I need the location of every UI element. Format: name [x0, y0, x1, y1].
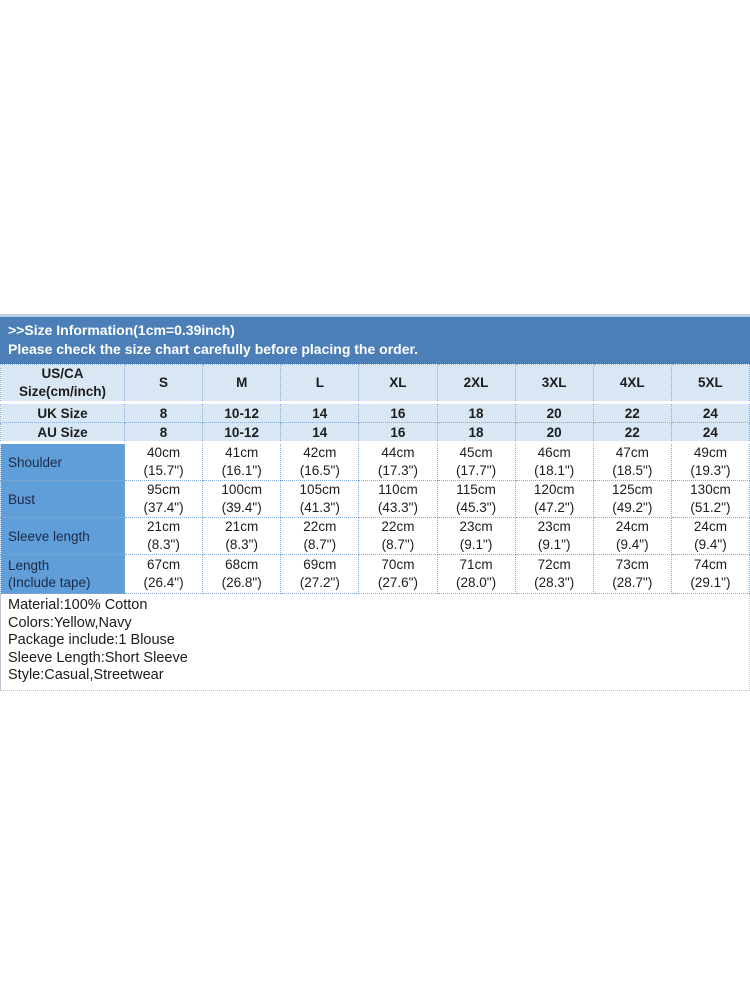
col-header-l: L — [281, 365, 359, 403]
au-size-cell: 10-12 — [203, 423, 281, 443]
row-label-uk-size: UK Size — [1, 403, 125, 423]
bust-cell: 125cm (49.2") — [593, 481, 671, 518]
bust-cell: 100cm (39.4") — [203, 481, 281, 518]
shoulder-cell: 46cm (18.1") — [515, 443, 593, 481]
shoulder-cell: 49cm (19.3") — [671, 443, 749, 481]
bust-cell: 130cm (51.2") — [671, 481, 749, 518]
sleeve-length-cell: 21cm (8.3") — [203, 518, 281, 555]
note-colors: Colors:Yellow,Navy — [8, 614, 132, 631]
shoulder-row — [1, 443, 750, 481]
uk-size-cell: 14 — [281, 403, 359, 423]
uk-size-cell: 24 — [671, 403, 749, 423]
bust-cell: 110cm (43.3") — [359, 481, 437, 518]
shoulder-cell: 41cm (16.1") — [203, 443, 281, 481]
au-size-row — [1, 423, 750, 443]
length-cell: 68cm (26.8") — [203, 555, 281, 594]
uk-size-cell: 20 — [515, 403, 593, 423]
length-cell: 74cm (29.1") — [671, 555, 749, 594]
corner-header: US/CA Size(cm/inch) — [1, 365, 125, 403]
sleeve-length-cell: 24cm (9.4") — [593, 518, 671, 555]
uk-size-cell: 10-12 — [203, 403, 281, 423]
shoulder-cell: 47cm (18.5") — [593, 443, 671, 481]
bust-row — [1, 481, 750, 518]
row-label-shoulder: Shoulder — [1, 443, 125, 481]
shoulder-cell: 42cm (16.5") — [281, 443, 359, 481]
banner-title: >>Size Information(1cm=0.39inch) — [8, 322, 235, 338]
size-chart-table — [0, 364, 750, 594]
row-label-length: Length (Include tape) — [1, 555, 125, 594]
sleeve-length-cell: 23cm (9.1") — [437, 518, 515, 555]
note-sleeve-length: Sleeve Length:Short Sleeve — [8, 649, 188, 666]
bust-cell: 115cm (45.3") — [437, 481, 515, 518]
bust-cell: 105cm (41.3") — [281, 481, 359, 518]
length-cell: 67cm (26.4") — [125, 555, 203, 594]
col-header-m: M — [203, 365, 281, 403]
bust-cell: 120cm (47.2") — [515, 481, 593, 518]
uk-size-cell: 16 — [359, 403, 437, 423]
row-label-sleeve-length: Sleeve length — [1, 518, 125, 555]
row-label-bust: Bust — [1, 481, 125, 518]
col-header-2xl: 2XL — [437, 365, 515, 403]
sleeve-length-cell: 22cm (8.7") — [281, 518, 359, 555]
sleeve-length-row — [1, 518, 750, 555]
length-row — [1, 555, 750, 594]
col-header-xl: XL — [359, 365, 437, 403]
note-package: Package include:1 Blouse — [8, 632, 175, 649]
row-label-au-size: AU Size — [1, 423, 125, 443]
sleeve-length-cell: 21cm (8.3") — [125, 518, 203, 555]
product-notes — [0, 594, 750, 691]
sleeve-length-cell: 23cm (9.1") — [515, 518, 593, 555]
col-header-3xl: 3XL — [515, 365, 593, 403]
col-header-s: S — [125, 365, 203, 403]
length-cell: 73cm (28.7") — [593, 555, 671, 594]
au-size-cell: 18 — [437, 423, 515, 443]
uk-size-row — [1, 403, 750, 423]
shoulder-cell: 45cm (17.7") — [437, 443, 515, 481]
uk-size-cell: 22 — [593, 403, 671, 423]
banner-subtitle: Please check the size chart carefully before placing the order. — [8, 341, 419, 357]
length-cell: 72cm (28.3") — [515, 555, 593, 594]
length-cell: 71cm (28.0") — [437, 555, 515, 594]
au-size-cell: 16 — [359, 423, 437, 443]
bust-cell: 95cm (37.4") — [125, 481, 203, 518]
shoulder-cell: 44cm (17.3") — [359, 443, 437, 481]
note-style: Style:Casual,Streetwear — [8, 667, 164, 684]
length-cell: 69cm (27.2") — [281, 555, 359, 594]
note-material: Material:100% Cotton — [8, 597, 148, 613]
sleeve-length-cell: 22cm (8.7") — [359, 518, 437, 555]
au-size-cell: 24 — [671, 423, 749, 443]
sleeve-length-cell: 24cm (9.4") — [671, 518, 749, 555]
col-header-5xl: 5XL — [671, 365, 749, 403]
col-header-4xl: 4XL — [593, 365, 671, 403]
length-cell: 70cm (27.6") — [359, 555, 437, 594]
shoulder-cell: 40cm (15.7") — [125, 443, 203, 481]
au-size-cell: 14 — [281, 423, 359, 443]
au-size-cell: 8 — [125, 423, 203, 443]
size-header-row — [1, 365, 750, 403]
size-info-banner — [0, 314, 750, 364]
uk-size-cell: 8 — [125, 403, 203, 423]
au-size-cell: 20 — [515, 423, 593, 443]
au-size-cell: 22 — [593, 423, 671, 443]
uk-size-cell: 18 — [437, 403, 515, 423]
